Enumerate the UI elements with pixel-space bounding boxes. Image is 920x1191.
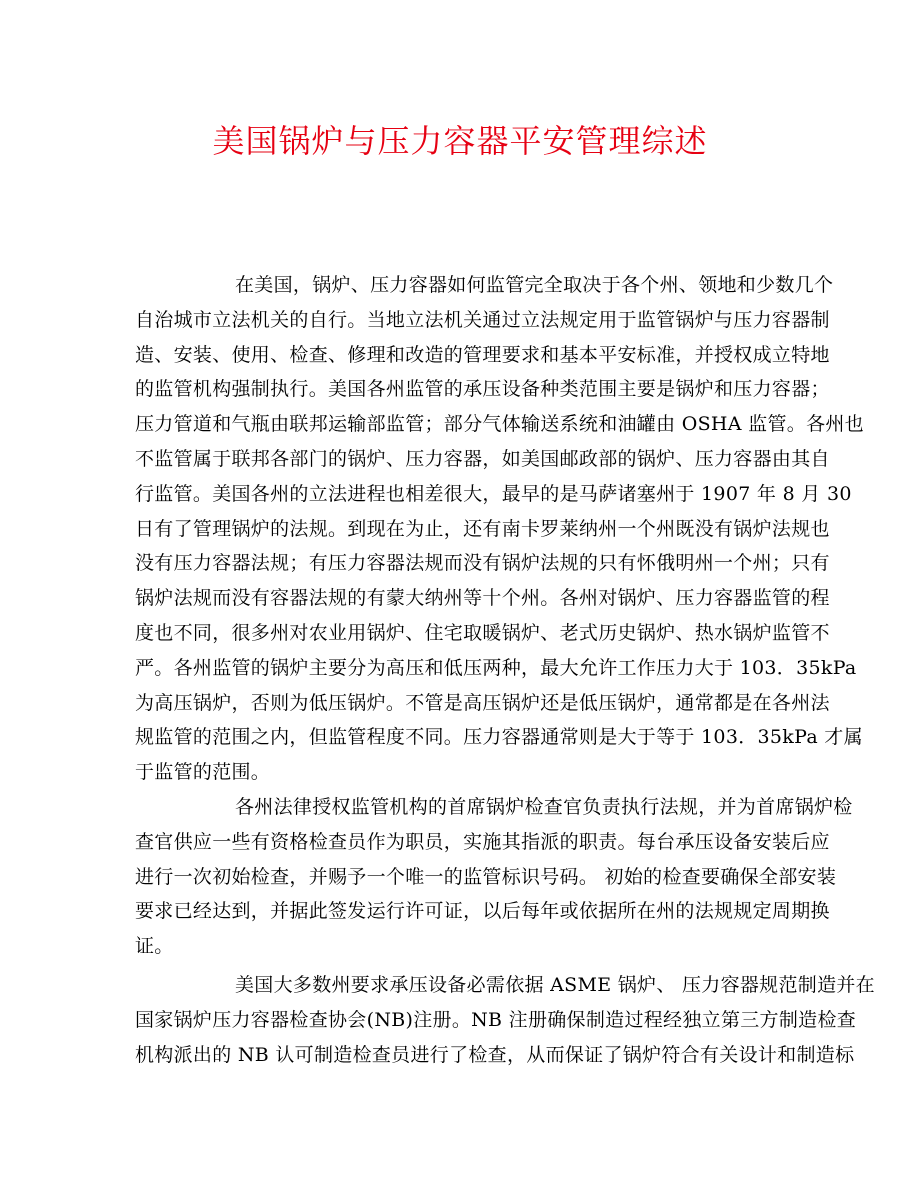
text-line: 进行一次初始检查，并赐予一个唯一的监管标识号码。 初始的检查要确保全部安装 bbox=[135, 865, 837, 888]
text-line: 机构派出的 NB 认可制造检查员进行了检查，从而保证了锅炉符合有关设计和制造标 bbox=[135, 1043, 855, 1066]
text-line: 压力管道和气瓶由联邦运输部监管；部分气体输送系统和油罐由 OSHA 监管。各州也 bbox=[135, 413, 864, 436]
text-line: 证。 bbox=[135, 935, 174, 958]
text-line: 锅炉法规而没有容器法规的有蒙大纳州等十个州。各州对锅炉、压力容器监管的程 bbox=[135, 587, 830, 610]
text-line: 自治城市立法机关的自行。当地立法机关通过立法规定用于监管锅炉与压力容器制 bbox=[135, 308, 830, 331]
text-line: 国家锅炉压力容器检查协会(NB)注册。NB 注册确保制造过程经独立第三方制造检查 bbox=[135, 1008, 857, 1031]
text-line: 度也不同，很多州对农业用锅炉、住宅取暖锅炉、老式历史锅炉、热水锅炉监管不 bbox=[135, 621, 830, 644]
document-body bbox=[135, 268, 875, 1072]
text-line: 造、安装、使用、检查、修理和改造的管理要求和基本平安标准，并授权成立特地 bbox=[135, 343, 830, 366]
document-title: 美国锅炉与压力容器平安管理综述 bbox=[212, 122, 708, 160]
paragraph-2 bbox=[135, 790, 853, 964]
text-line: 规监管的范围之内，但监管程度不同。压力容器通常则是大于等于 103．35kPa 才属 bbox=[135, 726, 863, 749]
text-line: 要求已经达到，并据此签发运行许可证，以后每年或依据所在州的法规规定周期换 bbox=[135, 900, 830, 923]
text-line: 严。各州监管的锅炉主要分为高压和低压两种，最大允许工作压力大于 103．35kPa bbox=[135, 656, 857, 679]
text-line: 日有了管理锅炉的法规。到现在为止，还有南卡罗莱纳州一个州既没有锅炉法规也 bbox=[135, 517, 830, 540]
text-line: 没有压力容器法规；有压力容器法规而没有锅炉法规的只有怀俄明州一个州；只有 bbox=[135, 552, 830, 575]
text-line: 行监管。美国各州的立法进程也相差很大，最早的是马萨诸塞州于 1907 年 8 月 30 bbox=[135, 482, 852, 505]
text-line: 美国大多数州要求承压设备必需依据 ASME 锅炉、 压力容器规范制造并在 bbox=[235, 973, 875, 996]
text-line: 查官供应一些有资格检查员作为职员，实施其指派的职责。每台承压设备安装后应 bbox=[135, 830, 830, 853]
text-line: 于监管的范围。 bbox=[135, 761, 271, 784]
text-line: 不监管属于联邦各部门的锅炉、压力容器，如美国邮政部的锅炉、压力容器由其自 bbox=[135, 447, 830, 470]
text-line: 为高压锅炉，否则为低压锅炉。不管是高压锅炉还是低压锅炉，通常都是在各州法 bbox=[135, 691, 830, 714]
text-line: 在美国，锅炉、压力容器如何监管完全取决于各个州、领地和少数几个 bbox=[235, 274, 834, 296]
text-line: 各州法律授权监管机构的首席锅炉检查官负责执行法规，并为首席锅炉检 bbox=[235, 795, 853, 818]
text-line: 的监管机构强制执行。美国各州监管的承压设备种类范围主要是锅炉和压力容器； bbox=[135, 378, 830, 401]
paragraph-3 bbox=[135, 968, 875, 1072]
paragraph-1 bbox=[135, 268, 864, 790]
